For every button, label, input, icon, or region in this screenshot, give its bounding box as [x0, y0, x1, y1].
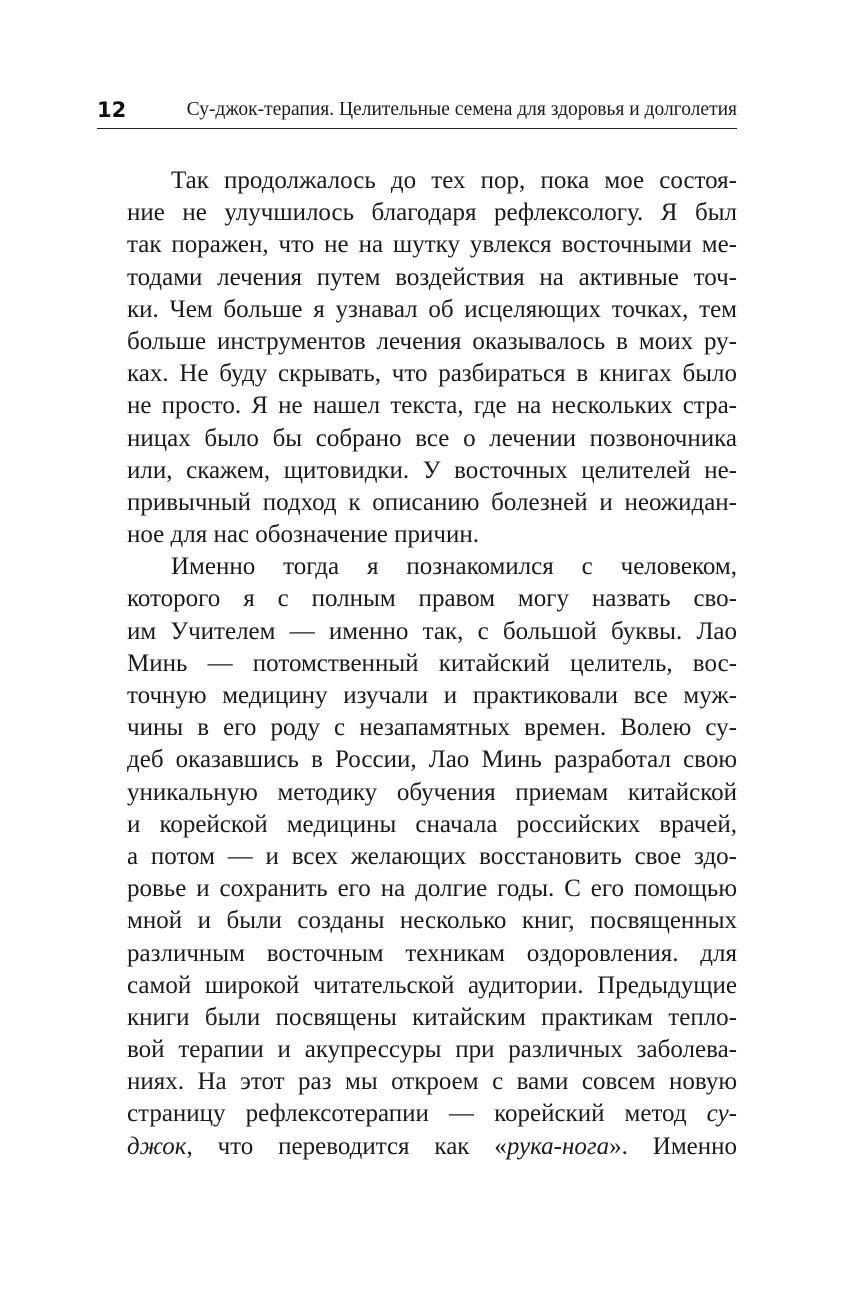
text-line: ние не улучшилось благодаря рефлексологу. Я был — [127, 199, 737, 227]
text-line — [127, 1131, 737, 1163]
text-line: деб оказавшись в России, Лао Минь разработал свою — [127, 746, 737, 774]
text-line: ки. Чем больше я узнавал об исцеляющих точках, тем — [127, 295, 737, 323]
text-line: книги были посвящены китайским практикам тепло- — [127, 1003, 737, 1031]
text-line: ках. Не буду скрывать, что разбираться в книгах было — [127, 360, 737, 388]
text-line — [127, 1098, 737, 1130]
text-line: чины в его роду с незапамятных времен. Волею су- — [127, 714, 737, 742]
text-line: ницах было бы собрано все о лечении позвоночника — [127, 424, 737, 452]
text-line: а потом — и всех желающих восстановить свое здо- — [127, 842, 737, 870]
text-run: ». Именно — [609, 1132, 737, 1160]
text-line: тодами лечения путем воздействия на активные точ- — [127, 263, 737, 291]
text-line: или, скажем, щитовидки. У восточных целителей не- — [127, 456, 737, 484]
text-line: самой широкой читательской аудитории. Предыдущие — [127, 971, 737, 999]
italic-term: су- — [706, 1100, 737, 1128]
text-line: ное для нас обозначение причин. — [127, 521, 479, 549]
text-line: Так продолжалось до тех пор, пока мое состоя- — [171, 167, 737, 194]
paragraph-2 — [127, 551, 737, 1163]
text-line: точную медицину изучали и практиковали все муж- — [127, 682, 737, 709]
text-line: не просто. Я не нашел текста, где на нескольких стра- — [127, 392, 737, 420]
body-text — [127, 165, 737, 1163]
paragraph-1 — [127, 165, 737, 551]
italic-term: джок — [127, 1132, 187, 1160]
text-line: привычный подход к описанию болезней и неожидан- — [127, 488, 737, 516]
running-header — [97, 96, 737, 130]
text-line: которого я с полным правом могу назвать сво- — [127, 585, 737, 613]
text-line: так поражен, что не на шутку увлекся восточными ме- — [127, 231, 737, 259]
text-line: уникальную методику обучения приемам китайской — [127, 778, 737, 806]
text-line: различным восточным техникам оздоровления. для — [127, 939, 737, 967]
header-rule — [97, 128, 737, 129]
text-line: ниях. На этот раз мы откроем с вами совсем новую — [127, 1068, 737, 1096]
text-line: им Учителем — именно так, с большой буквы. Лао — [127, 617, 737, 645]
text-line: Минь — потомственный китайский целитель, вос- — [127, 649, 737, 677]
running-title: Су-джок-терапия. Целительные семена для здоровья и долголетия — [186, 99, 737, 120]
italic-term: рука-нога — [506, 1132, 610, 1160]
text-line: ровье и сохранить его на долгие годы. С его помощью — [127, 875, 737, 903]
text-run: , что переводится как « — [186, 1132, 507, 1160]
text-line: вой терапии и акупрессуры при различных заболева- — [127, 1036, 737, 1064]
text-line: мной и были созданы несколько книг, посвященных — [127, 907, 737, 935]
text-line: больше инструментов лечения оказывалось в моих ру- — [127, 327, 737, 355]
page-number: 12 — [97, 98, 127, 122]
text-line: Именно тогда я познакомился с человеком, — [171, 553, 737, 581]
text-run: страницу рефлексотерапии — корейский метод — [127, 1100, 707, 1128]
text-line: и корейской медицины сначала российских врачей, — [127, 810, 737, 838]
